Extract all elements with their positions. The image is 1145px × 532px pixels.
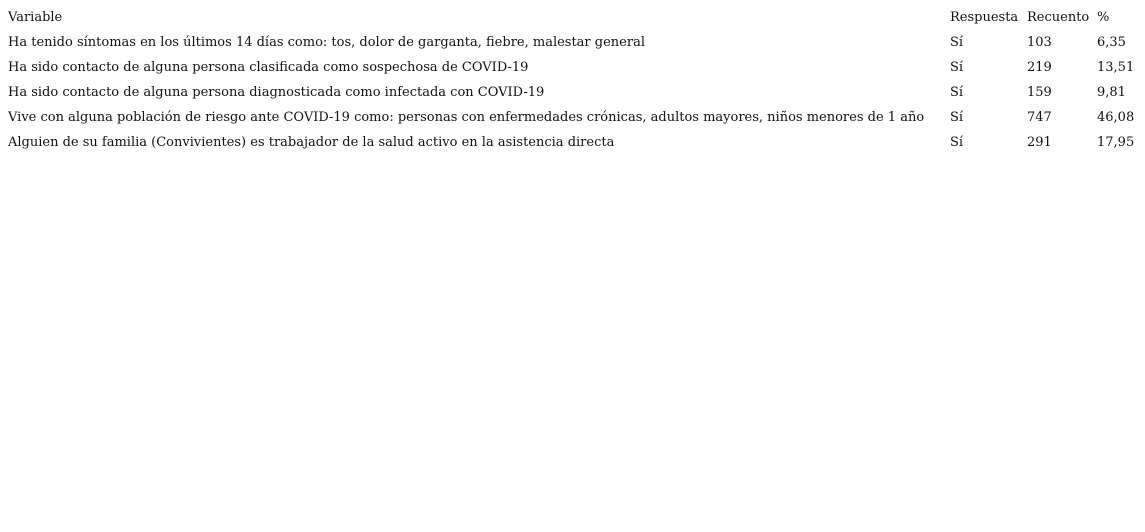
data-table-container <box>4 6 1141 155</box>
cell-response: Sí <box>950 35 964 50</box>
table-row <box>4 105 1141 130</box>
cell-percent: 17,95 <box>1097 135 1135 150</box>
header-row <box>4 6 1141 30</box>
cell-response: Sí <box>950 60 964 75</box>
header-count: Recuento <box>1027 10 1090 25</box>
cell-variable: Ha sido contacto de alguna persona clasificada como sospechosa de COVID-19 <box>8 60 529 75</box>
cell-variable: Ha tenido síntomas en los últimos 14 días como: tos, dolor de garganta, fiebre, malestar general <box>8 35 645 50</box>
cell-response: Sí <box>950 135 964 150</box>
cell-count: 219 <box>1027 60 1052 75</box>
header-percent: % <box>1097 10 1110 25</box>
cell-percent: 46,08 <box>1097 110 1135 125</box>
cell-percent: 6,35 <box>1097 35 1126 50</box>
table-row <box>4 130 1141 155</box>
cell-count: 103 <box>1027 35 1052 50</box>
header-variable: Variable <box>8 10 63 25</box>
cell-percent: 9,81 <box>1097 85 1126 100</box>
table-row <box>4 55 1141 80</box>
table-header <box>4 6 1141 30</box>
cell-count: 291 <box>1027 135 1052 150</box>
cell-count: 159 <box>1027 85 1052 100</box>
cell-response: Sí <box>950 110 964 125</box>
cell-variable: Vive con alguna población de riesgo ante COVID-19 como: personas con enfermedades crónicas, adultos mayores, niños menores de 1 año <box>8 110 925 125</box>
table-row <box>4 80 1141 105</box>
cell-response: Sí <box>950 85 964 100</box>
header-response: Respuesta <box>950 10 1019 25</box>
cell-count: 747 <box>1027 110 1052 125</box>
table-row <box>4 30 1141 55</box>
data-table <box>4 6 1141 155</box>
cell-variable: Alguien de su familia (Convivientes) es trabajador de la salud activo en la asistencia directa <box>8 135 615 150</box>
cell-variable: Ha sido contacto de alguna persona diagnosticada como infectada con COVID-19 <box>8 85 545 100</box>
cell-percent: 13,51 <box>1097 60 1135 75</box>
table-body <box>4 30 1141 155</box>
